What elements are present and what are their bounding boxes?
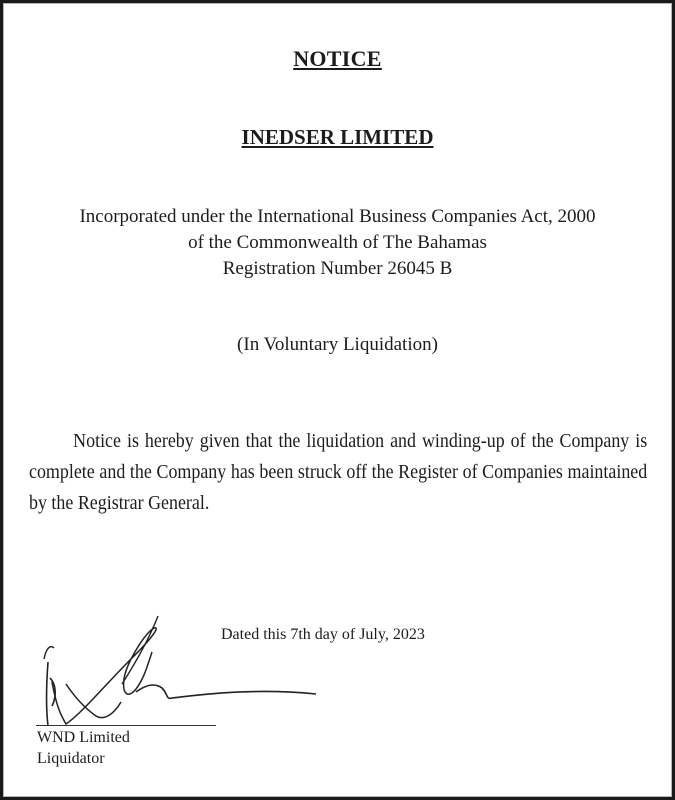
notice-body xyxy=(29,426,647,519)
notice-page xyxy=(3,3,672,797)
signer-name: WND Limited xyxy=(37,729,130,746)
signer-role: Liquidator xyxy=(37,750,105,767)
incorporation-line-2: of the Commonwealth of The Bahamas xyxy=(188,232,487,253)
dated-line: Dated this 7th day of July, 2023 xyxy=(221,626,425,643)
liquidation-status: (In Voluntary Liquidation) xyxy=(237,334,438,355)
incorporation-line-1: Incorporated under the International Business Companies Act, 2000 xyxy=(79,206,596,227)
registration-number: Registration Number 26045 B xyxy=(222,258,453,279)
signature-line xyxy=(36,725,216,726)
notice-title: NOTICE xyxy=(293,46,382,71)
notice-body-paragraph: Notice is hereby given that the liquidation and winding-up of the Company is complete and the Company has been struck off the Register of Companies maintained by the Registrar General. xyxy=(29,431,648,514)
incorporation-block xyxy=(4,204,671,282)
company-name: INEDSER LIMITED xyxy=(241,125,434,149)
handwritten-signature xyxy=(26,604,326,744)
